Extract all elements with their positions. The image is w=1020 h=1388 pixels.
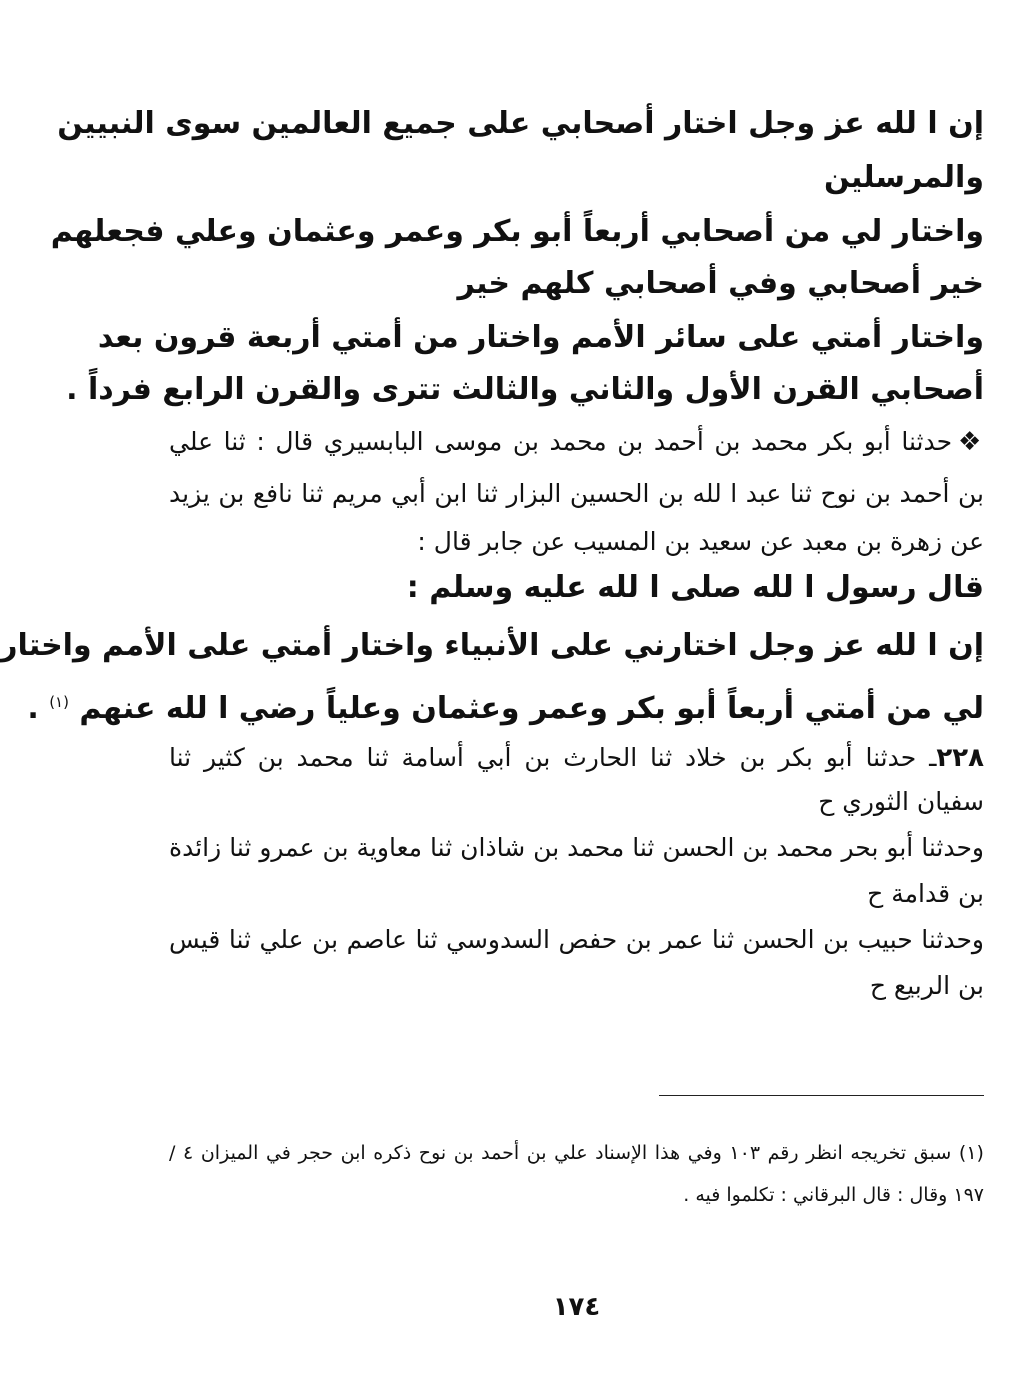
footnote-line: ١٩٧ وقال : قال البرقاني : تكلموا فيه . <box>683 1184 984 1206</box>
isnad-line: بن أحمد بن نوح ثنا عبد ا لله بن الحسين البزار ثنا ابن أبي مريم ثنا نافع بن يزيد <box>169 479 984 508</box>
number-dash: ـ <box>929 743 937 772</box>
page-number: ١٧٤ <box>552 1292 601 1322</box>
isnad-text: حدثنا أبو بكر بن خلاد ثنا الحارث بن أبي أسامة ثنا محمد بن كثير ثنا <box>169 743 917 772</box>
hadith-line: والمرسلين <box>824 160 984 195</box>
end-punctuation: . <box>27 691 39 726</box>
hadith-number: ٢٢٨ <box>936 743 984 773</box>
hadith-line: أصحابي القرن الأول والثاني والثالث تترى والقرن الرابع فرداً . <box>66 372 984 407</box>
diamond-bullet-icon: ❖ <box>958 427 985 457</box>
footnote-separator <box>659 1095 984 1096</box>
hadith-line <box>27 680 984 731</box>
hadith-text: لي من أمتي أربعاً أبو بكر وعمر وعثمان وعلياً رضي ا لله عنهم <box>79 691 984 726</box>
isnad-line: بن قدامة ح <box>867 879 984 908</box>
hadith-line: واختار لي من أصحابي أربعاً أبو بكر وعمر وعثمان وعلي فجعلهم <box>50 214 984 249</box>
isnad-line: سفيان الثوري ح <box>818 787 984 816</box>
hadith-line: واختار أمتي على سائر الأمم واختار من أمتي أربعة قرون بعد <box>97 320 984 355</box>
isnad-line <box>169 738 984 778</box>
isnad-line: بن الربيع ح <box>869 971 984 1000</box>
isnad-line: وحدثنا أبو بحر محمد بن الحسن ثنا محمد بن شاذان ثنا معاوية بن عمرو ثنا زائدة <box>169 833 984 862</box>
footnote-line: (١) سبق تخريجه انظر رقم ١٠٣ وفي هذا الإسناد علي بن أحمد بن نوح ذكره ابن حجر في الميزان ٤ / <box>169 1142 984 1164</box>
isnad-line <box>169 422 984 462</box>
hadith-line: إن ا لله عز وجل اختار أصحابي على جميع العالمين سوى النبيين <box>57 106 984 141</box>
footnote-reference[interactable]: (١) <box>49 693 69 711</box>
hadith-line: قال رسول ا لله صلى ا لله عليه وسلم : <box>406 570 984 605</box>
isnad-text: حدثنا أبو بكر محمد بن أحمد بن محمد بن موسى البابسيري قال : ثنا علي <box>169 427 953 456</box>
isnad-line: عن زهرة بن معبد عن سعيد بن المسيب عن جابر قال : <box>417 527 984 556</box>
hadith-line: خير أصحابي وفي أصحابي كلهم خير <box>457 266 984 301</box>
isnad-line: وحدثنا حبيب بن الحسن ثنا عمر بن حفص السدوسي ثنا عاصم بن علي ثنا قيس <box>169 925 984 954</box>
hadith-line: إن ا لله عز وجل اختارني على الأنبياء واختار أمتي على الأمم واختار <box>0 628 984 663</box>
